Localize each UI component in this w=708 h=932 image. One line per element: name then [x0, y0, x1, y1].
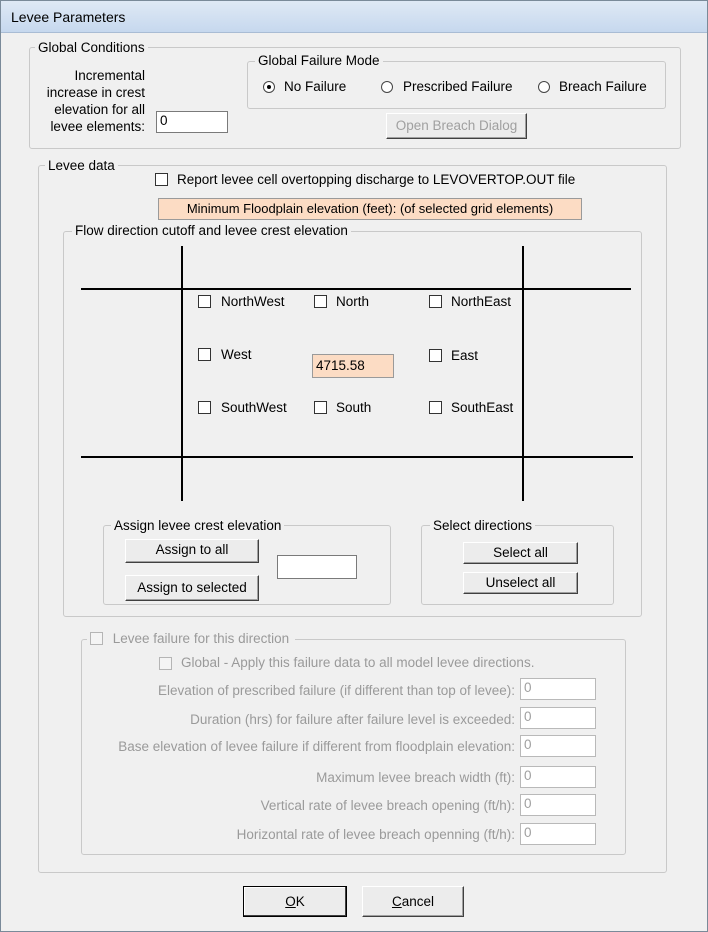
checkbox-east[interactable]	[429, 349, 442, 362]
ok-button[interactable]	[243, 886, 347, 917]
radio-prescribed-failure-label[interactable]: Prescribed Failure	[403, 79, 513, 94]
assign-to-all-button[interactable]: Assign to all	[125, 539, 259, 563]
global-failure-label[interactable]: Global - Apply this failure data to all model levee directions.	[181, 655, 535, 670]
grid-line-top	[81, 288, 631, 290]
grid-line-left	[181, 246, 183, 501]
checkbox-west[interactable]	[198, 348, 211, 361]
radio-prescribed-failure[interactable]	[381, 81, 393, 93]
failure-field-label: Base elevation of levee failure if different from floodplain elevation:	[118, 739, 515, 754]
label-south[interactable]: South	[336, 400, 372, 415]
checkbox-southeast[interactable]	[429, 401, 442, 414]
increment-label-line: increase in crest	[46, 85, 145, 100]
failure-base-elevation-input[interactable]: 0	[520, 735, 596, 757]
failure-field-label: Duration (hrs) for failure after failure level is exceeded:	[190, 712, 515, 727]
cancel-button[interactable]	[362, 886, 464, 917]
max-breach-width-input[interactable]: 0	[520, 766, 596, 788]
checkbox-south[interactable]	[314, 401, 327, 414]
failure-duration-input[interactable]: 0	[520, 707, 596, 729]
report-overtopping-checkbox[interactable]	[155, 173, 168, 186]
levee-failure-legend-wrap	[87, 631, 295, 646]
window-title: Levee Parameters	[11, 9, 126, 25]
checkbox-north[interactable]	[314, 295, 327, 308]
report-overtopping-label[interactable]: Report levee cell overtopping discharge to LEVOVERTOP.OUT file	[177, 172, 576, 187]
select-directions-legend: Select directions	[430, 518, 535, 533]
global-failure-mode-legend: Global Failure Mode	[255, 53, 383, 68]
min-floodplain-label: Minimum Floodplain elevation (feet): (of selected grid elements)	[158, 198, 582, 220]
failure-field-label: Horizontal rate of levee breach openning (ft/h):	[236, 827, 515, 842]
failure-field-label: Vertical rate of levee breach opening (ft/h):	[260, 798, 515, 813]
label-east[interactable]: East	[451, 348, 479, 363]
label-northeast[interactable]: NorthEast	[451, 294, 512, 309]
increment-label-line: Incremental	[74, 68, 145, 83]
unselect-all-button[interactable]: Unselect all	[463, 572, 578, 594]
radio-no-failure[interactable]	[263, 81, 275, 93]
ok-rest: K	[295, 894, 305, 909]
levee-failure-label[interactable]: Levee failure for this direction	[112, 631, 290, 646]
levee-failure-checkbox[interactable]	[90, 632, 103, 645]
failure-field-label: Maximum levee breach width (ft):	[316, 770, 515, 785]
label-northwest[interactable]: NorthWest	[221, 294, 285, 309]
title-bar[interactable]	[1, 1, 707, 33]
checkbox-northeast[interactable]	[429, 295, 442, 308]
open-breach-dialog-button[interactable]: Open Breach Dialog	[386, 113, 527, 139]
label-west[interactable]: West	[221, 347, 252, 362]
global-conditions-legend: Global Conditions	[35, 40, 148, 55]
increment-label-line: levee elements:	[50, 119, 145, 134]
center-crest-elevation: 4715.58	[312, 354, 394, 378]
grid-line-bottom	[81, 456, 633, 458]
vertical-breach-rate-input[interactable]: 0	[520, 794, 596, 816]
cancel-mnemonic: C	[391, 894, 402, 909]
failure-elevation-input[interactable]: 0	[520, 678, 596, 700]
checkbox-northwest[interactable]	[198, 295, 211, 308]
radio-breach-failure[interactable]	[538, 81, 550, 93]
assign-crest-legend: Assign levee crest elevation	[111, 518, 284, 533]
label-north[interactable]: North	[336, 294, 370, 309]
horizontal-breach-rate-input[interactable]: 0	[520, 823, 596, 845]
increment-label	[31, 67, 145, 135]
assign-crest-input[interactable]	[277, 555, 357, 579]
increment-input[interactable]: 0	[156, 111, 228, 133]
radio-breach-failure-label[interactable]: Breach Failure	[559, 79, 647, 94]
failure-field-label: Elevation of prescribed failure (if different than top of levee):	[158, 683, 515, 698]
grid-line-right	[522, 246, 524, 501]
ok-mnemonic: O	[285, 894, 296, 909]
cancel-rest: ancel	[401, 894, 435, 909]
select-all-button[interactable]: Select all	[463, 542, 578, 564]
label-southeast[interactable]: SouthEast	[451, 400, 514, 415]
assign-to-selected-button[interactable]: Assign to selected	[125, 575, 259, 601]
checkbox-southwest[interactable]	[198, 401, 211, 414]
radio-no-failure-label[interactable]: No Failure	[284, 79, 347, 94]
label-southwest[interactable]: SouthWest	[221, 400, 287, 415]
levee-data-legend: Levee data	[45, 158, 118, 173]
increment-label-line: elevation for all	[54, 102, 145, 117]
global-failure-checkbox[interactable]	[159, 657, 172, 670]
flow-direction-legend: Flow direction cutoff and levee crest elevation	[72, 223, 351, 238]
